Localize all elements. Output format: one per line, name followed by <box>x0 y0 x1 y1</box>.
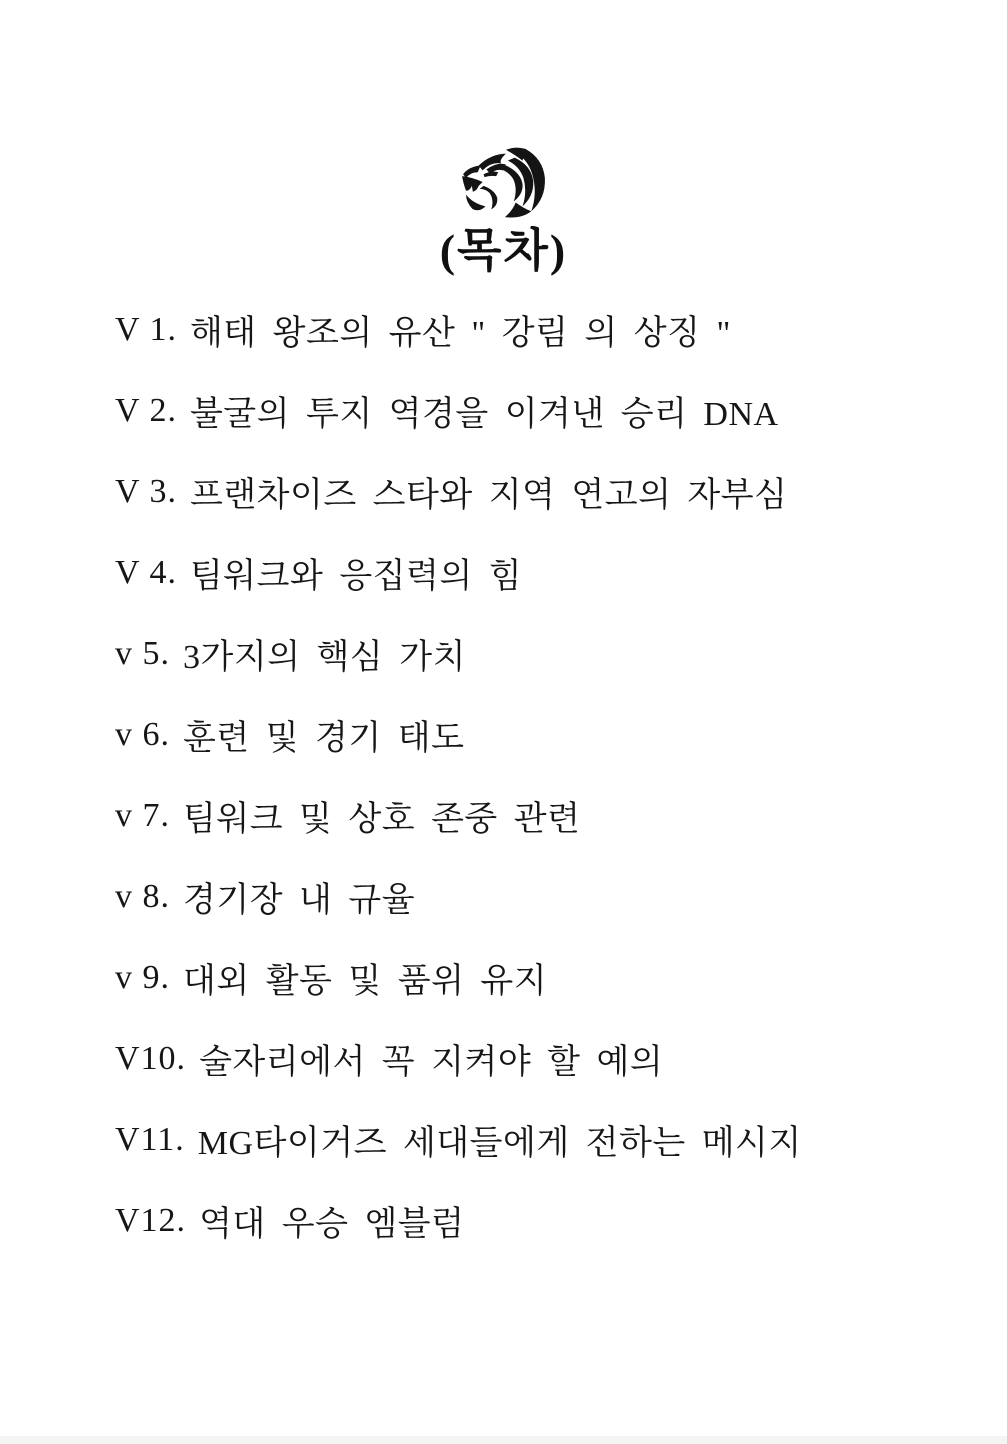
toc-item <box>115 370 945 451</box>
toc-item-title: 해태 왕조의 유산 " 강림 의 상징 " <box>189 315 731 352</box>
toc-item-number: V12. <box>115 1201 187 1239</box>
toc-item-number: V 2. <box>115 391 177 429</box>
toc-item-number: v 7. <box>115 796 170 834</box>
toc-item-title: 경기장 내 규율 <box>183 882 416 919</box>
table-of-contents <box>115 289 945 1261</box>
toc-item <box>115 451 945 532</box>
toc-item-number: v 8. <box>115 877 170 915</box>
toc-item-title: 불굴의 투지 역경을 이겨낸 승리 DNA <box>189 396 779 433</box>
toc-item <box>115 613 945 694</box>
toc-item-title: 3가지의 핵심 가치 <box>183 639 466 676</box>
toc-item-title: 프랜차이즈 스타와 지역 연고의 자부심 <box>189 477 788 514</box>
toc-item-title: 대외 활동 및 품위 유지 <box>183 963 548 1000</box>
toc-item <box>115 775 945 856</box>
toc-item-title: 훈련 및 경기 태도 <box>183 720 465 757</box>
toc-item <box>115 1099 945 1180</box>
toc-item-title: MG타이거즈 세대들에게 전하는 메시지 <box>197 1125 802 1162</box>
toc-item-number: V 4. <box>115 553 177 591</box>
toc-item-number: V11. <box>115 1120 185 1158</box>
toc-item-number: v 9. <box>115 958 170 996</box>
toc-item <box>115 694 945 775</box>
toc-item-number: V10. <box>115 1039 187 1077</box>
toc-item-number: V 1. <box>115 310 177 348</box>
page-title: (목차) <box>439 225 568 276</box>
toc-item-title: 팀워크 및 상호 존중 관련 <box>183 801 581 838</box>
toc-item <box>115 289 945 370</box>
toc-item-number: v 5. <box>115 634 170 672</box>
toc-item-title: 술자리에서 꼭 지켜야 할 예의 <box>199 1044 664 1081</box>
tiger-head-logo-icon <box>449 146 559 220</box>
document-header <box>0 146 1007 275</box>
toc-item-number: v 6. <box>115 715 170 753</box>
toc-item <box>115 1018 945 1099</box>
toc-item <box>115 532 945 613</box>
toc-item <box>115 856 945 937</box>
toc-item-number: V 3. <box>115 472 177 510</box>
toc-item <box>115 937 945 1018</box>
toc-item <box>115 1180 945 1261</box>
toc-item-title: 역대 우승 엠블럼 <box>199 1206 465 1243</box>
page-bottom-edge <box>0 1436 1007 1444</box>
toc-item-title: 팀워크와 응집력의 힘 <box>189 558 523 595</box>
